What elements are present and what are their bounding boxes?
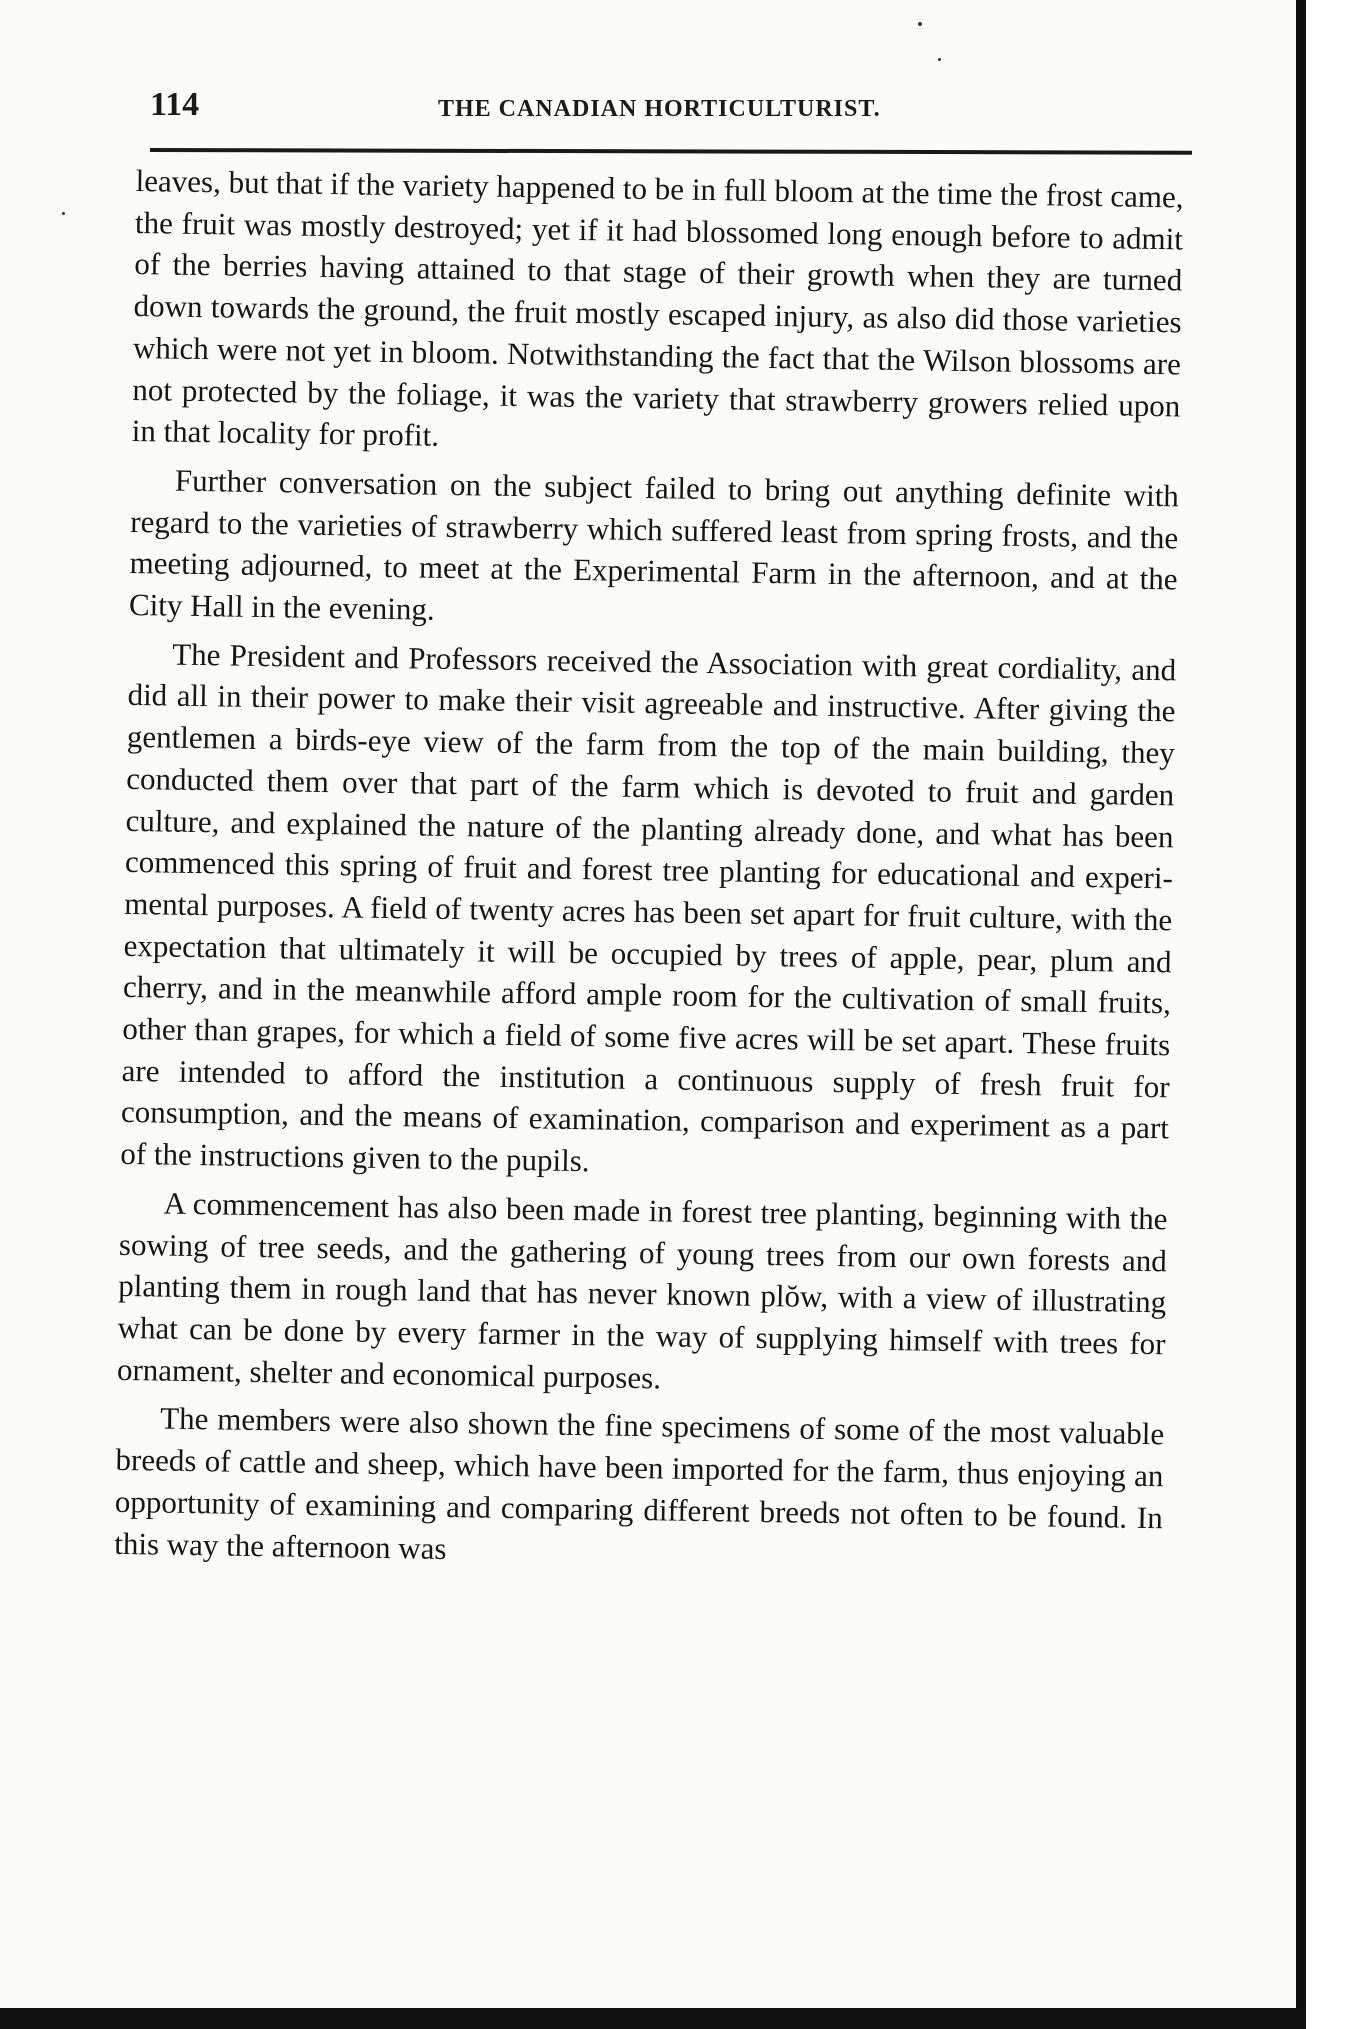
page-edge-shadow [1296, 0, 1306, 2029]
page-header [150, 86, 1190, 136]
bottom-edge-shadow [0, 2008, 1306, 2029]
running-head: THE CANADIAN HORTICULTURIST. [438, 96, 881, 122]
page-number: 114 [150, 86, 200, 123]
paragraph-5: The members were also shown the fine specimens of some of the most valuable breeds of cattle and sheep, which have been imported for the farm, thus enjoying an opportunity of examining and comparing different breeds not often to be found. In this way the afternoon was [114, 1400, 1165, 1566]
paragraph-2: Further conversation on the subject failed to bring out anything definite with regard to the varieties of strawberry which suffered least from spring frosts, and the meeting adjourned, to meet at the Experimental Farm in the afternoon, and at the City Hall in the evening. [128, 462, 1180, 627]
header-rule [150, 148, 1192, 155]
body-text [114, 160, 1184, 1587]
scan-speck [62, 212, 65, 215]
paragraph-4: A commencement has also been made in forest tree planting, beginning with the sowing of tree seeds, and the gathering of young trees from our own forests and planting them in rough land that has never known plŏw, with a view of illustrating what can be done by every farmer in the way of supplying himself with trees for ornament, shelter and economical purposes. [116, 1185, 1168, 1396]
scan-speck [938, 58, 941, 61]
scan-speck [918, 22, 922, 26]
paragraph-1: leaves, but that if the variety happened to be in full bloom at the time the frost came, the fruit was mostly destroyed; yet if it had blossomed long enough before to admit of the berries having attained to that stage of their growth when they are turned down towards the ground, the fruit mostly escaped injury, as also did those varieties which were not yet in bloom. Notwithstanding the fact that the Wilson blossoms are not protected by the foliage, it was the variety that strawberry growers relied upon in that locality for profit. [131, 162, 1184, 454]
scan-margin [1306, 0, 1365, 2029]
paragraph-3: The President and Professors received the Association with great cordiality, and did all in their power to make their visit agreeable and instructive. After giving the gentlemen a birds-eye view of the farm from the top of the main building, they conducted them over that part of the farm which is devoted to fruit and garden culture, and explained the nature of the planting already done, and what has been commenced this spring of fruit and forest tree planting for educational and experi-mental purposes. A field of twenty acres has been set apart for fruit culture, with the expectation that ultimately it will be occupied by trees of apple, pear, plum and cherry, and in the meanwhile afford ample room for the cultivation of small fruits, other than grapes, for which a field of some five acres will be set apart. These fruits are intended to afford the institution a continuous supply of fresh fruit for consumption, and the means of examination, comparison and experiment as a part of the instructions given to the pupils. [120, 636, 1177, 1179]
